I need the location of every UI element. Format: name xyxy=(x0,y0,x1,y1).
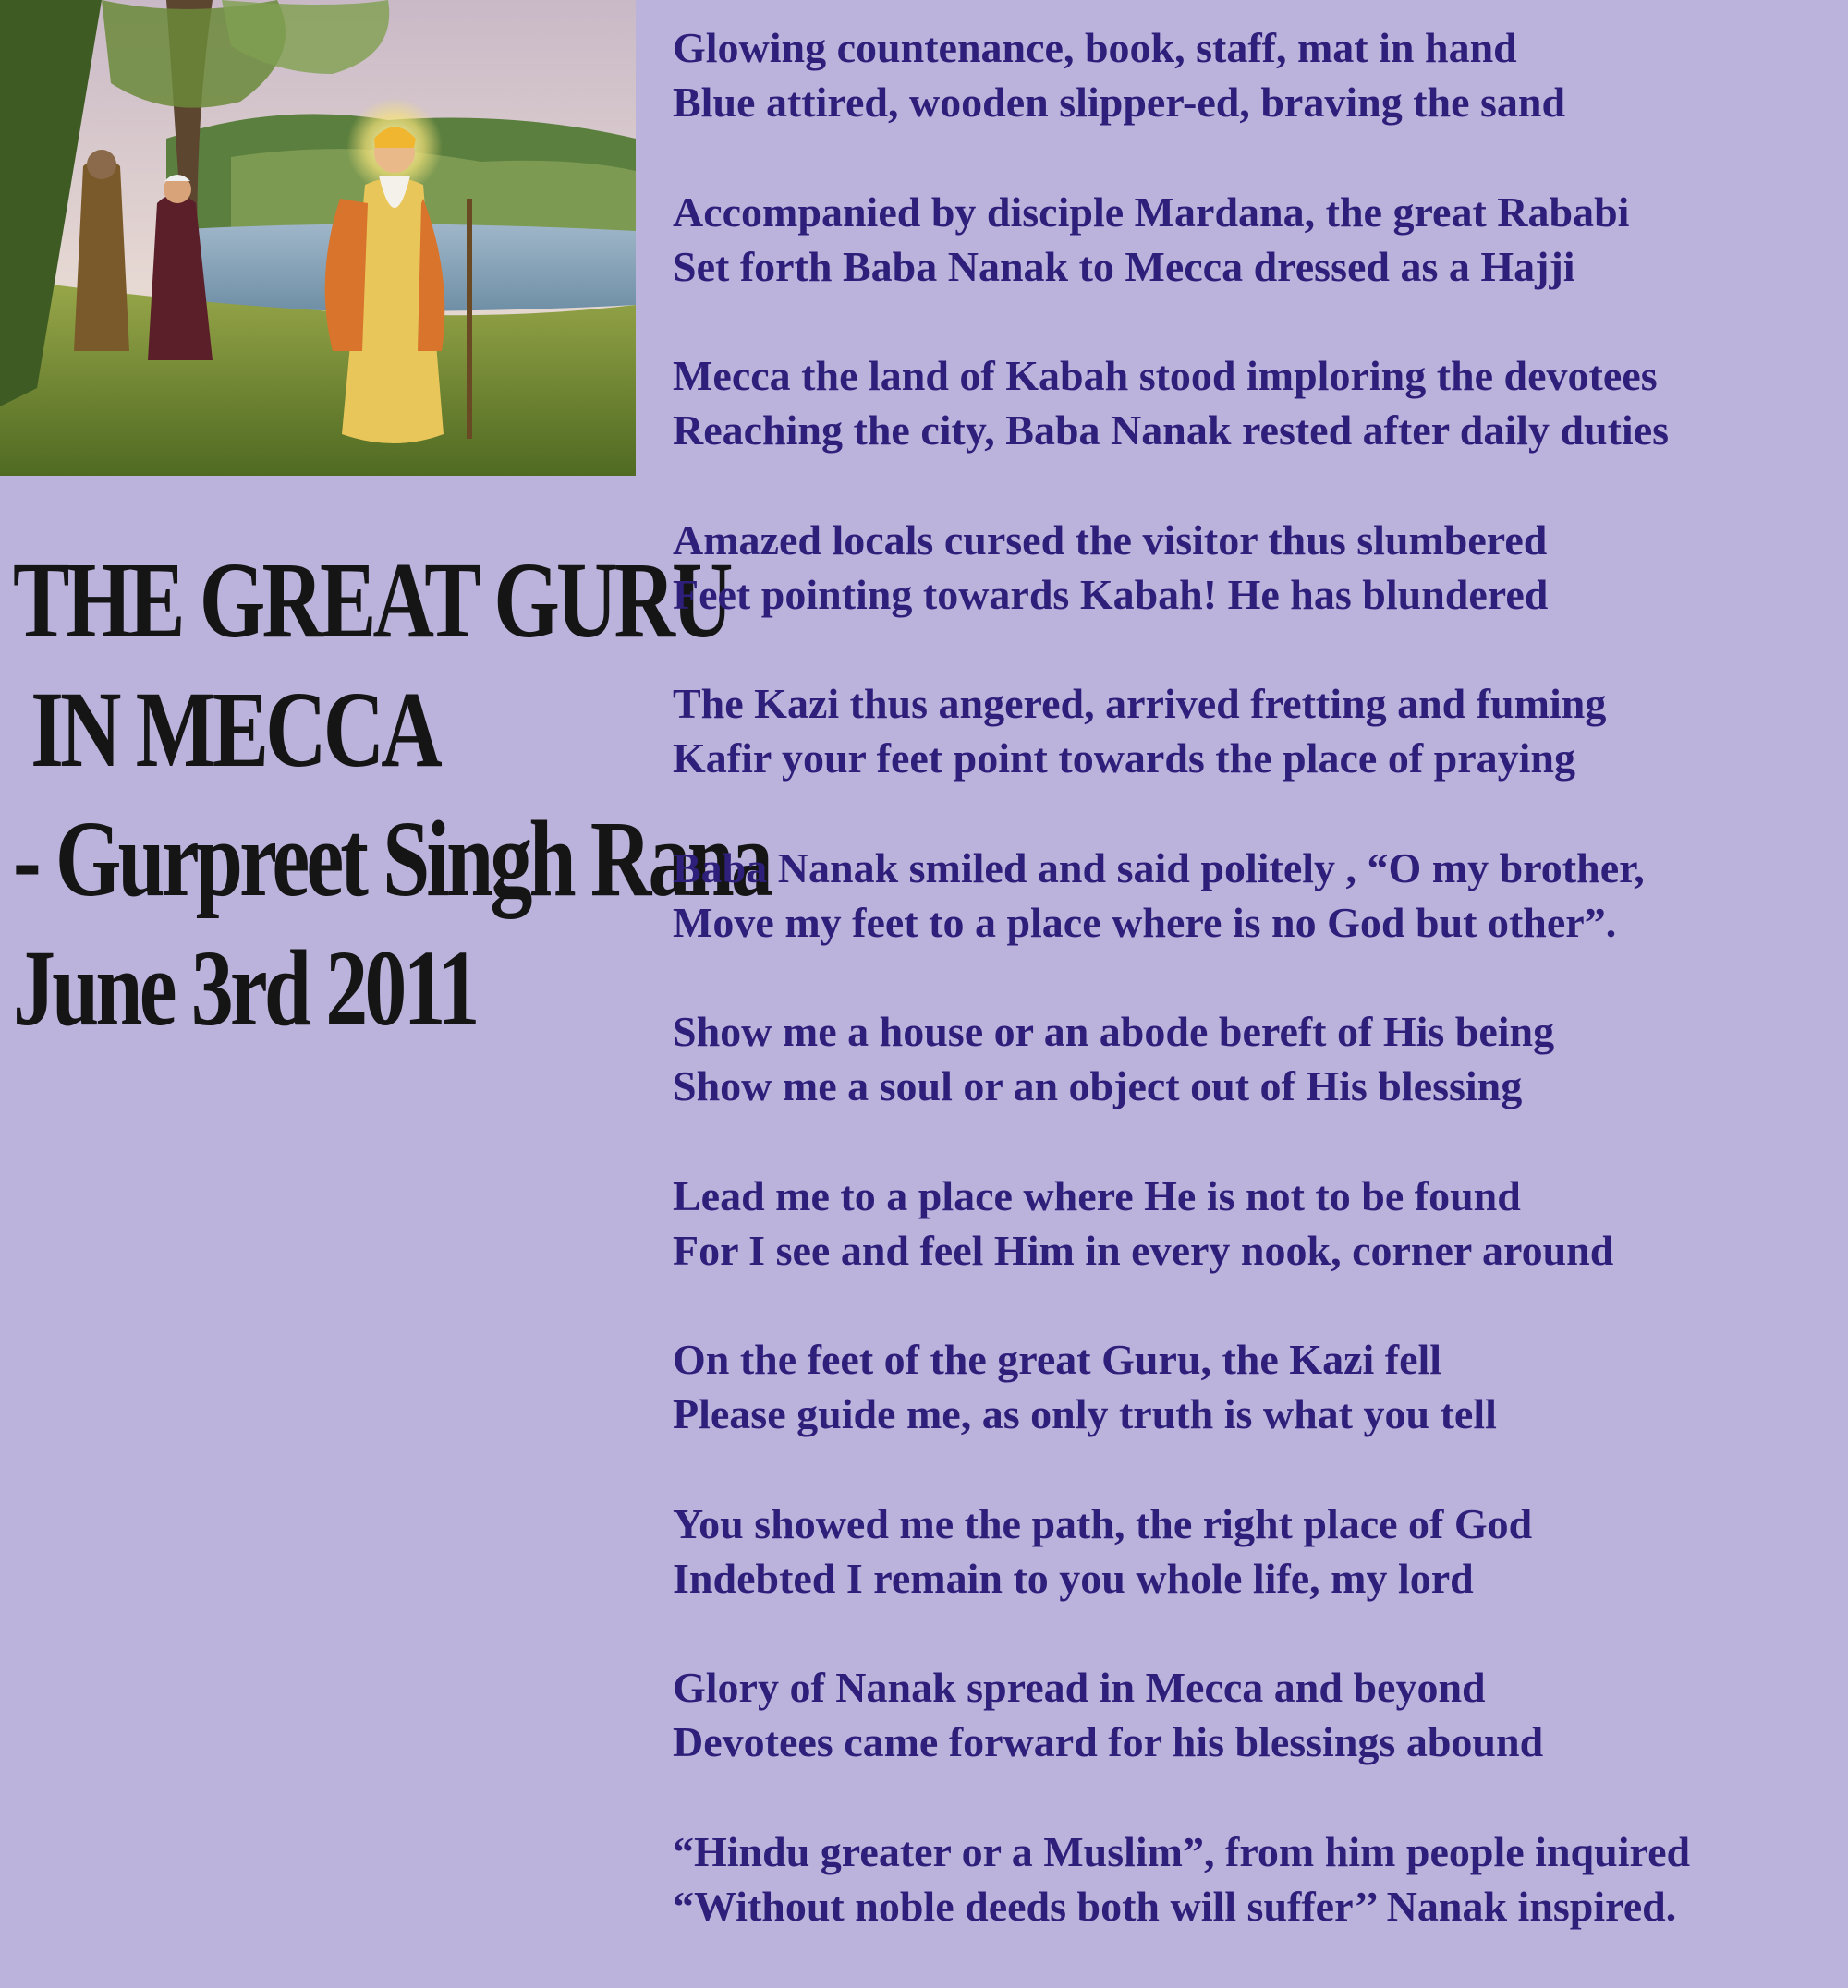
verse-line: Devotees came forward for his blessings abound xyxy=(673,1715,1837,1769)
verse-line: Mecca the land of Kabah stood imploring the devotees xyxy=(673,348,1837,403)
verse-line: Reaching the city, Baba Nanak rested after daily duties xyxy=(673,403,1837,457)
verse-line: Feet pointing towards Kabah! He has blundered xyxy=(673,567,1837,622)
verse-line: The Kazi thus angered, arrived fretting and fuming xyxy=(673,676,1837,731)
author-line: - Gurpreet Singh Rana xyxy=(13,794,489,924)
verse-line: Blue attired, wooden slipper-ed, braving the sand xyxy=(673,75,1837,129)
stanza-6 xyxy=(673,841,1837,1005)
verse-line: Baba Nanak smiled and said politely , “O my brother, xyxy=(673,841,1837,895)
verse-line: For I see and feel Him in every nook, corner around xyxy=(673,1223,1837,1278)
stanza-9 xyxy=(673,1332,1837,1497)
stanza-1 xyxy=(673,20,1837,185)
verse-line: “Without noble deeds both will suffer’’ Nanak inspired. xyxy=(673,1879,1837,1933)
verse-line: Accompanied by disciple Mardana, the great Rababi xyxy=(673,185,1837,239)
stanza-8 xyxy=(673,1169,1837,1333)
guru-nanak-painting-icon xyxy=(0,0,636,476)
stanza-10 xyxy=(673,1497,1837,1661)
verse-line: Glowing countenance, book, staff, mat in hand xyxy=(673,20,1837,75)
verse-line: Indebted I remain to you whole life, my lord xyxy=(673,1551,1837,1606)
stanza-3 xyxy=(673,348,1837,513)
stanza-12 xyxy=(673,1824,1837,1988)
verse-line: You showed me the path, the right place of God xyxy=(673,1497,1837,1551)
poem xyxy=(673,20,1837,1988)
verse-line: On the feet of the great Guru, the Kazi fell xyxy=(673,1332,1837,1387)
stanza-11 xyxy=(673,1660,1837,1824)
verse-line: Show me a soul or an object out of His blessing xyxy=(673,1059,1837,1113)
stanza-5 xyxy=(673,676,1837,841)
verse-line: Kafir your feet point towards the place of praying xyxy=(673,731,1837,785)
stanza-7 xyxy=(673,1004,1837,1169)
verse-line: Show me a house or an abode bereft of His being xyxy=(673,1004,1837,1059)
title-line-1: THE GREAT GURU xyxy=(13,536,489,665)
verse-line: “Hindu greater or a Muslim”, from him people inquired xyxy=(673,1824,1837,1879)
title-block xyxy=(13,536,623,1053)
verse-line: Please guide me, as only truth is what you tell xyxy=(673,1387,1837,1441)
verse-line: Move my feet to a place where is no God but other”. xyxy=(673,895,1837,950)
title-line-2: IN MECCA xyxy=(13,665,489,794)
stanza-2 xyxy=(673,185,1837,349)
date-line: June 3rd 2011 xyxy=(13,924,489,1053)
verse-line: Set forth Baba Nanak to Mecca dressed as a Hajji xyxy=(673,239,1837,294)
stanza-4 xyxy=(673,513,1837,677)
verse-line: Glory of Nanak spread in Mecca and beyond xyxy=(673,1660,1837,1715)
verse-line: Amazed locals cursed the visitor thus slumbered xyxy=(673,513,1837,567)
verse-line: Lead me to a place where He is not to be found xyxy=(673,1169,1837,1223)
